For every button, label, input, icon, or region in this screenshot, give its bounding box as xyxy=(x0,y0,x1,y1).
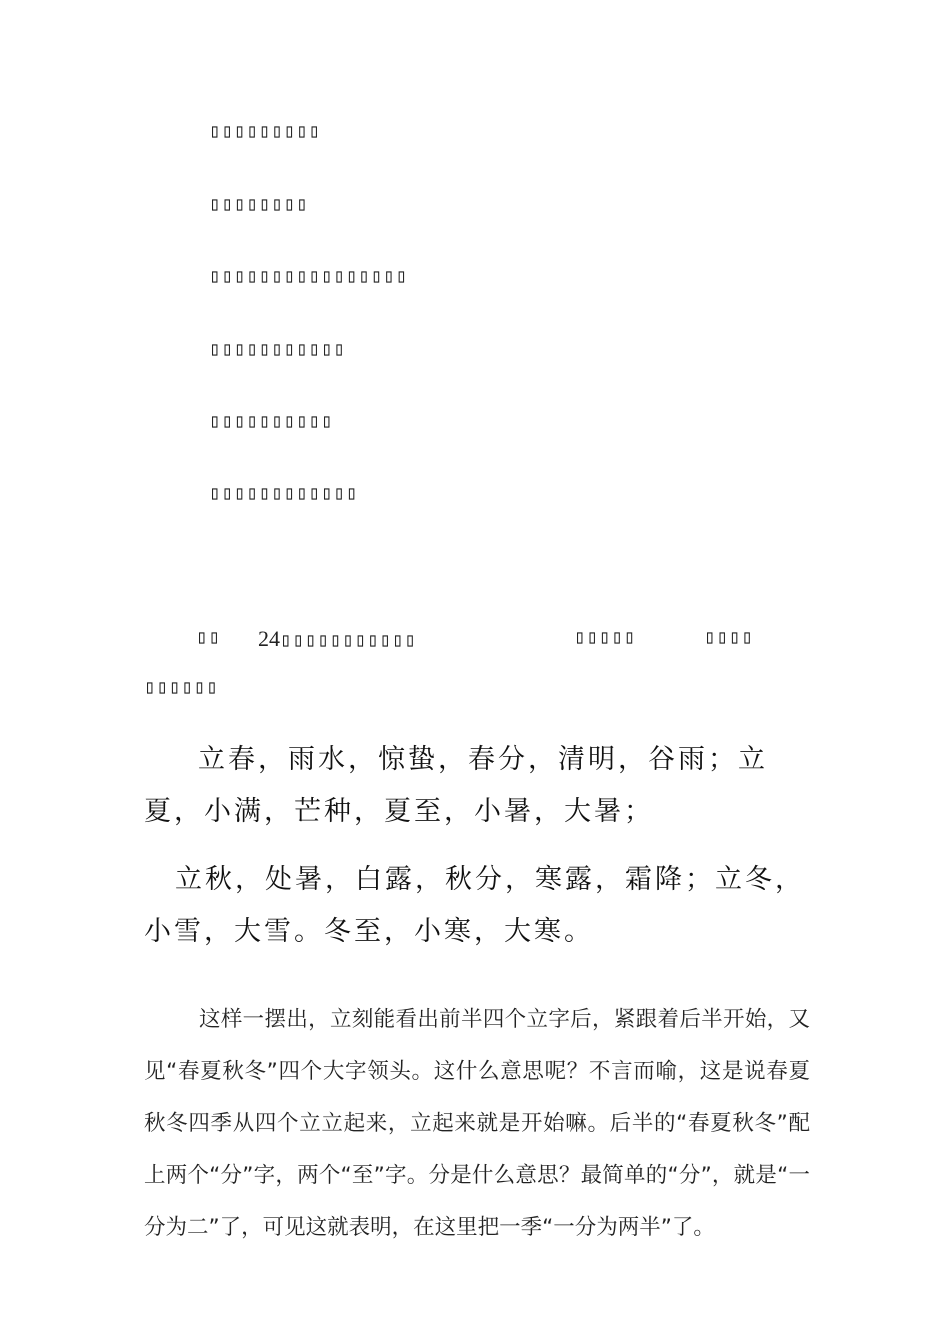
missing-glyph-line-3: ▯▯▯▯▯▯▯▯▯▯▯▯▯▯▯▯ xyxy=(209,265,409,287)
missing-glyph-line-6: ▯▯▯▯▯▯▯▯▯▯▯▯ xyxy=(209,482,359,504)
heading-number: 24 xyxy=(258,626,280,651)
missing-glyph-line-4: ▯▯▯▯▯▯▯▯▯▯▯ xyxy=(209,338,346,360)
solar-terms-stanza-1: 立春，雨水，惊蛰，春分，清明，谷雨；立夏，小满，芒种，夏至，小暑，大暑； xyxy=(144,744,768,827)
missing-glyph-line-2: ▯▯▯▯▯▯▯▯ xyxy=(209,193,309,215)
missing-glyph-line-5: ▯▯▯▯▯▯▯▯▯▯ xyxy=(209,410,334,432)
heading-part-c: ▯▯▯▯▯ xyxy=(574,626,637,648)
heading-part-d: ▯▯▯▯ xyxy=(704,626,754,648)
heading-line-2: ▯▯▯▯▯▯ xyxy=(144,676,219,698)
body-paragraph: 这样一摆出，立刻能看出前半四个立字后，紧跟着后半开始，又见“春夏秋冬”四个大字领头。这什么意思呢？不言而喻，这是说春夏秋冬四季从四个立立起来，立起来就是开始嘛。后半的“春夏秋冬”配上两个“分”字，两个“至”字。分是什么意思？最简单的“分”，就是“一分为二”了，可见这就表明，在这里把一季“一分为两半”了。 xyxy=(144,1007,810,1240)
solar-terms-stanza-2: 立秋，处暑，白露，秋分，寒露，霜降；立冬，小雪，大雪。冬至，小寒，大寒。 xyxy=(144,864,805,947)
missing-glyph-line-1: ▯▯▯▯▯▯▯▯▯ xyxy=(209,120,321,142)
heading-part-b: ▯▯▯▯▯▯▯▯▯▯▯ xyxy=(280,629,417,651)
heading-part-a: ▯▯ xyxy=(196,626,221,648)
heading-main xyxy=(258,626,417,652)
